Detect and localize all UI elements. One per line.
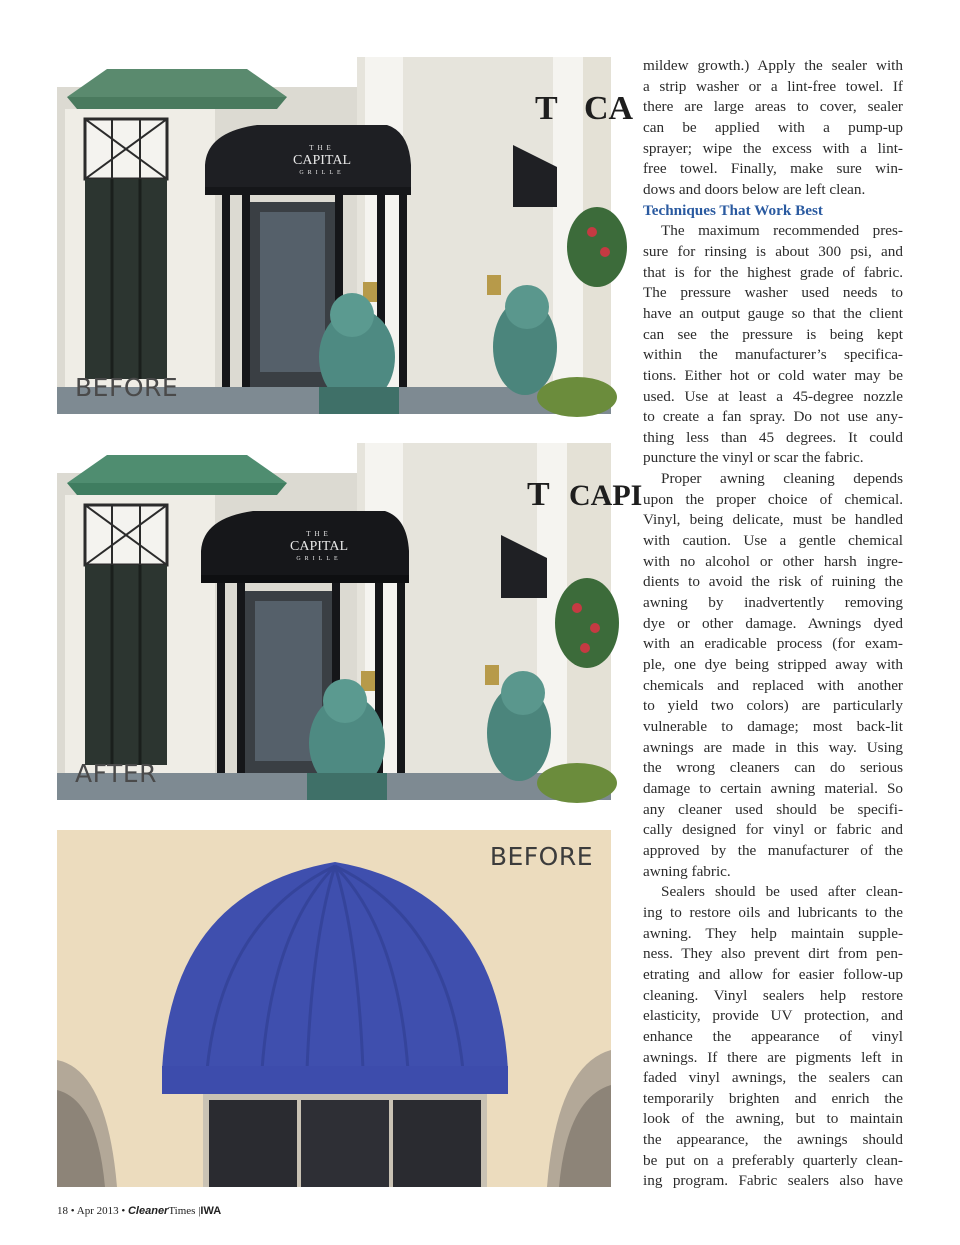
text-line: approved by the manufacturer of the bbox=[643, 841, 903, 859]
magazine-name: Times bbox=[168, 1205, 196, 1217]
text-line: puncture the vinyl or scar the fabric. bbox=[643, 449, 864, 467]
svg-text:CAPI: CAPI bbox=[569, 479, 643, 512]
text-line: sprayer; wipe the excess with a lint- bbox=[643, 139, 903, 157]
text-line: with an eradicable process (for exam- bbox=[643, 635, 903, 653]
text-line: a strip washer or a lint-free towel. If bbox=[643, 77, 903, 95]
text-line: used. Use at least a 45-degree nozzle bbox=[643, 387, 903, 405]
text-line: can be applied with a pump-up bbox=[643, 118, 903, 136]
awning-sign-the: THE bbox=[306, 530, 332, 538]
text-line: Sealers should be used after clean- bbox=[661, 883, 903, 901]
text-line: that is for the highest grade of fabric. bbox=[643, 263, 903, 281]
text-line: vulnerable to damage; most back-lit bbox=[643, 718, 903, 735]
text-line: upon the proper choice of chemical. bbox=[643, 490, 903, 508]
awning-sign-grille: GRILLE bbox=[299, 170, 345, 176]
text-line: ple, one dye being stripped away with bbox=[643, 656, 903, 674]
text-line: damage to certain awning material. So bbox=[643, 779, 903, 797]
awning-sign-the: THE bbox=[309, 144, 335, 152]
text-line: enhance the appearance of vinyl bbox=[643, 1027, 903, 1045]
after-photo-storefront bbox=[57, 443, 643, 800]
text-line: the wrong cleaners can do serious bbox=[643, 759, 903, 777]
awning-sign-capital: CAPITAL bbox=[293, 153, 351, 168]
pipe-separator: | bbox=[198, 1205, 201, 1217]
magazine-name-italic: Cleaner bbox=[127, 1205, 169, 1217]
section-heading: Techniques That Work Best bbox=[643, 201, 823, 219]
storefront-image bbox=[57, 443, 643, 800]
article-column bbox=[643, 56, 903, 1192]
paragraph-3 bbox=[643, 469, 903, 882]
bullet-separator: • bbox=[121, 1205, 126, 1217]
association-name: IWA bbox=[200, 1205, 222, 1217]
text-line: elasticity, provide UV protection, and bbox=[643, 1007, 903, 1025]
text-line: any cleaner used should be specifi- bbox=[643, 800, 903, 818]
text-line: faded vinyl awnings, the sealers can bbox=[643, 1069, 903, 1087]
text-line: the appearance, the awnings should bbox=[643, 1131, 903, 1149]
text-line: can see the pressure is being kept bbox=[643, 325, 903, 343]
svg-text:CA: CA bbox=[584, 90, 634, 127]
page-number: 18 bbox=[57, 1205, 68, 1217]
before-label: BEFORE bbox=[489, 842, 593, 871]
paragraph-4 bbox=[643, 882, 903, 1192]
page-footer bbox=[57, 1205, 221, 1217]
awning-sign-capital: CAPITAL bbox=[290, 539, 348, 554]
issue-date: Apr 2013 bbox=[76, 1205, 119, 1217]
before-photo-storefront bbox=[57, 57, 634, 414]
text-line: mildew growth.) Apply the sealer with bbox=[643, 57, 903, 74]
text-line: dients to avoid the risk of ruining the bbox=[643, 573, 903, 591]
text-line: Vinyl, being delicate, must be handled bbox=[643, 511, 903, 529]
text-line: awning. They help maintain supple- bbox=[643, 924, 903, 942]
dome-awning-image bbox=[57, 830, 611, 1187]
text-line: have an output gauge so that the client bbox=[643, 304, 903, 322]
text-line: awning fabric. bbox=[643, 862, 731, 880]
after-label: AFTER bbox=[75, 759, 157, 788]
paragraph-1 bbox=[643, 56, 903, 201]
building-sign-text: T bbox=[527, 476, 550, 513]
text-line: there are large areas to cover, sealer bbox=[643, 98, 903, 116]
text-line: The pressure washer used needs to bbox=[643, 284, 903, 302]
building-sign-text: T bbox=[535, 90, 558, 127]
awning-sign-grille: GRILLE bbox=[296, 556, 342, 562]
text-line: dye or other damage. Awnings dyed bbox=[643, 614, 903, 632]
text-line: awnings are made in this way. Using bbox=[643, 738, 903, 756]
text-line: ing to restore oils and lubricants to the bbox=[643, 903, 903, 921]
text-line: awning by inadvertently removing bbox=[643, 594, 903, 612]
text-line: look of the awning, but to maintain bbox=[643, 1110, 903, 1128]
text-line: to create a fan spray. Do not use any- bbox=[643, 408, 903, 426]
before-photo-dome-awning bbox=[57, 830, 611, 1187]
text-line: cleaning. Vinyl sealers help restore bbox=[643, 986, 903, 1004]
text-line: Proper awning cleaning depends bbox=[661, 470, 903, 488]
before-label: BEFORE bbox=[75, 373, 179, 402]
text-line: sure for rinsing is about 300 psi, and bbox=[643, 242, 903, 260]
text-line: chemicals and replaced with another bbox=[643, 676, 903, 694]
paragraph-2 bbox=[643, 221, 903, 469]
bullet-separator: • bbox=[70, 1205, 75, 1217]
text-line: ness. They also prevent dirt from pen- bbox=[643, 945, 903, 963]
text-line: thing less than 45 degrees. It could bbox=[643, 428, 903, 446]
storefront-image bbox=[57, 57, 634, 414]
text-line: to yield two colors) are particularly bbox=[643, 697, 903, 715]
text-line: be put on a preferably quarterly clean- bbox=[643, 1151, 903, 1169]
text-line: temporarily brighten and enrich the bbox=[643, 1089, 903, 1107]
text-line: with caution. Use a gentle chemical bbox=[643, 532, 903, 550]
text-line: The maximum recommended pres- bbox=[661, 222, 903, 240]
text-line: within the manufacturer’s specifica- bbox=[643, 346, 903, 364]
text-line: etrating and allow for easier follow-up bbox=[643, 965, 903, 983]
text-line: cally designed for vinyl or fabric and bbox=[643, 821, 903, 839]
text-line: free towel. Finally, make sure win- bbox=[643, 160, 903, 178]
text-line: dows and doors below are left clean. bbox=[643, 180, 866, 198]
text-line: with no alcohol or other harsh ingre- bbox=[643, 552, 903, 570]
text-line: tions. Either hot or cold water may be bbox=[643, 366, 903, 384]
text-line: ing program. Fabric sealers also have bbox=[643, 1172, 903, 1190]
text-line: awnings. If there are pigments left in bbox=[643, 1048, 903, 1066]
